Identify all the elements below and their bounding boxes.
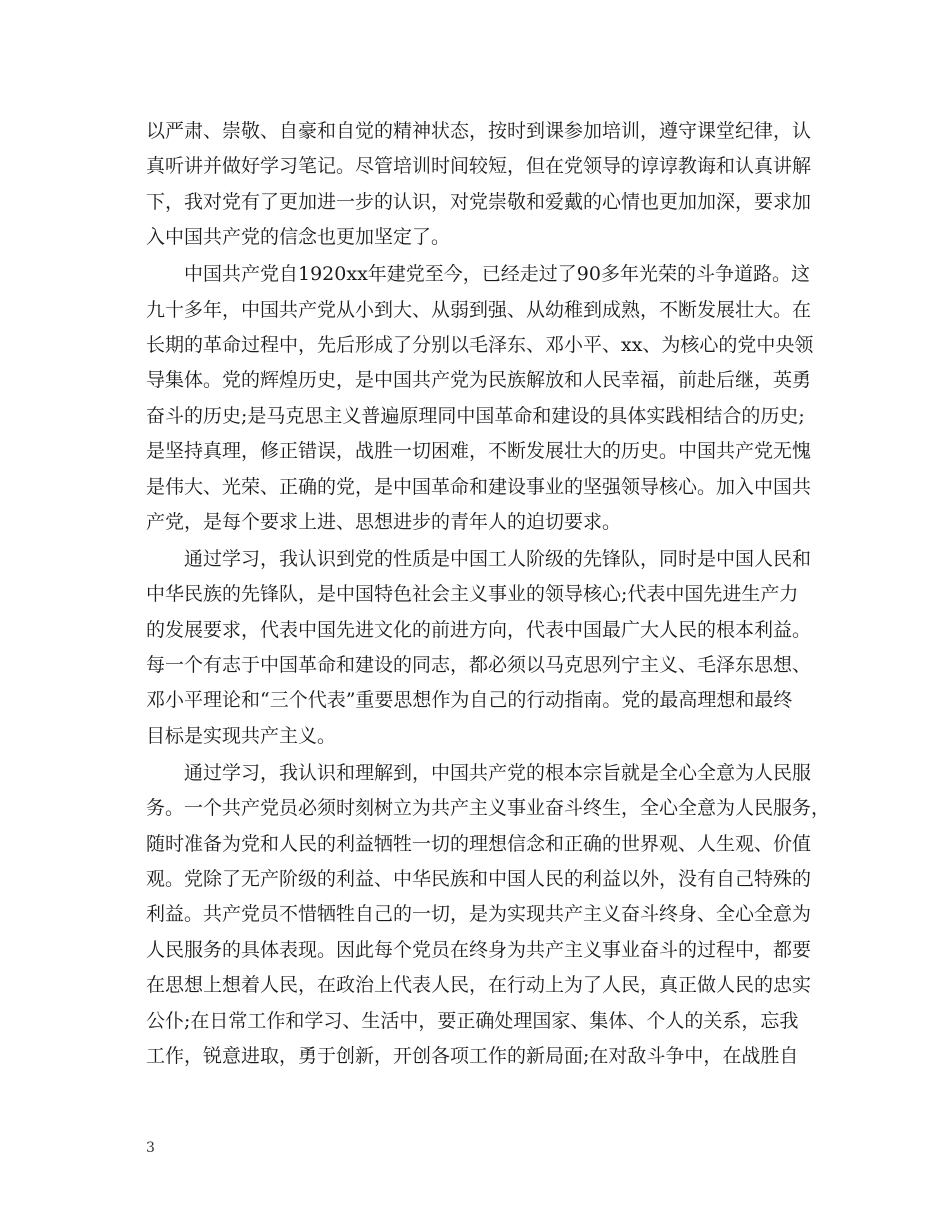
paragraph (146, 756, 831, 1075)
text-line: 以严肃、崇敬、自豪和自觉的精神状态，按时到课参加培训，遵守课堂纪律，认 (146, 120, 812, 142)
page-number: 3 (146, 1140, 155, 1156)
text-line: 产党，是每个要求上进、思想进步的青年人的迫切要求。 (146, 510, 622, 533)
text-line: 入中国共产党的信念也更加坚定了。 (146, 226, 451, 249)
text-line: 随时准备为党和人民的利益牺牲一切的理想信念和正确的世界观、人生观、价值 (146, 832, 812, 855)
text-line: 每一个有志于中国革命和建设的同志，都必须以马克思列宁主义、毛泽东思想、 (146, 654, 812, 677)
text-line: 工作，锐意进取，勇于创新，开创各项工作的新局面;在对敌斗争中，在战胜自 (146, 1044, 799, 1067)
text-line: 通过学习，我认识到党的性质是中国工人阶级的先锋队，同时是中国人民和 (184, 547, 812, 570)
paragraph (146, 257, 814, 540)
text-line: 的发展要求，代表中国先进文化的前进方向，代表中国最广大人民的根本利益。 (146, 618, 812, 641)
text-line: 奋斗的历史;是马克思主义普遍原理同中国革命和建设的具体实践相结合的历史; (146, 404, 805, 427)
text-line: 真听讲并做好学习笔记。尽管培训时间较短，但在党领导的谆谆教诲和认真讲解 (146, 155, 812, 178)
text-line: 利益。共产党员不惜牺牲自己的一切，是为实现共产主义奋斗终身、全心全意为 (146, 903, 812, 926)
text-line: 下，我对党有了更加进一步的认识，对党崇敬和爱戴的心情也更加加深，要求加 (146, 190, 812, 213)
text-line: 目标是实现共产主义。 (146, 724, 337, 747)
text-line: 是坚持真理，修正错误，战胜一切困难，不断发展壮大的历史。中国共产党无愧 (146, 440, 812, 463)
text-line: 长期的革命过程中，先后形成了分别以毛泽东、邓小平、xx、为核心的党中央领 (146, 333, 814, 356)
text-line: 公仆;在日常工作和学习、生活中，要正确处理国家、集体、个人的关系，忘我 (146, 1009, 799, 1032)
text-line: 九十多年，中国共产党从小到大、从弱到强、从幼稚到成熟，不断发展壮大。在 (146, 298, 812, 321)
text-line: 观。党除了无产阶级的利益、中华民族和中国人民的利益以外，没有自己特殊的 (146, 867, 812, 890)
text-line: 在思想上想着人民，在政治上代表人民，在行动上为了人民，真正做人民的忠实 (146, 974, 812, 997)
text-line: 务。一个共产党员必须时刻树立为共产主义事业奋斗终生，全心全意为人民服务， (146, 797, 831, 820)
body-text (146, 114, 831, 1074)
paragraph (146, 114, 814, 256)
text-line: 人民服务的具体表现。因此每个党员在终身为共产主义事业奋斗的过程中，都要 (146, 938, 812, 961)
text-line: 通过学习，我认识和理解到，中国共产党的根本宗旨就是全心全意为人民服 (184, 761, 812, 784)
text-line: 中国共产党自1920xx年建党至今，已经走过了90多年光荣的斗争道路。这 (184, 263, 810, 286)
text-line: 是伟大、光荣、正确的党，是中国革命和建设事业的坚强领导核心。加入中国共 (146, 475, 812, 498)
text-line: 邓小平理论和“三个代表”重要思想作为自己的行动指南。党的最高理想和最终 (146, 689, 793, 712)
paragraph (146, 542, 814, 754)
text-line: 导集体。党的辉煌历史，是中国共产党为民族解放和人民幸福，前赴后继，英勇 (146, 369, 812, 392)
text-line: 中华民族的先锋队，是中国特色社会主义事业的领导核心;代表中国先进生产力 (146, 583, 799, 606)
